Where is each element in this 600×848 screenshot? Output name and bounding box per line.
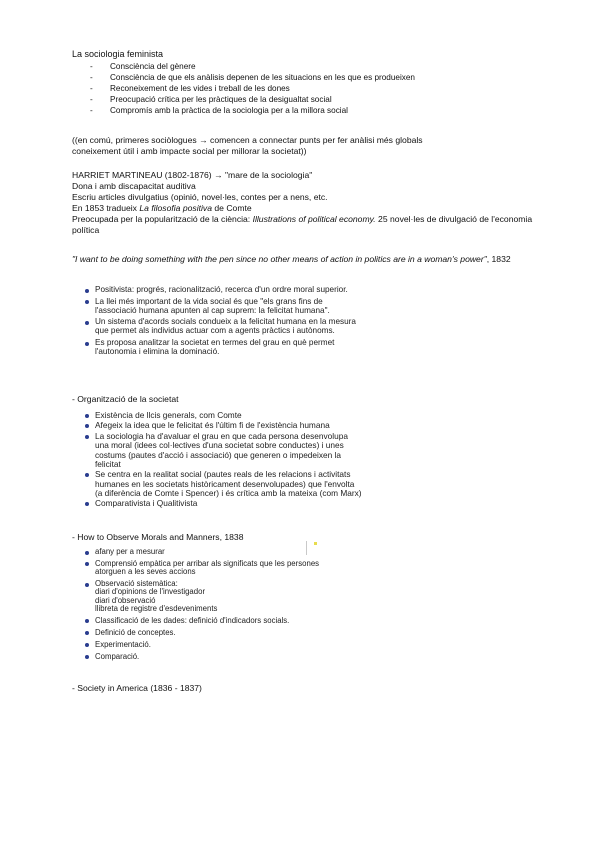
sub-item: diari d'observació bbox=[95, 595, 156, 605]
quote-text: "I want to be doing something with the pen since no other means of action in politics are in a woman's power" bbox=[72, 254, 487, 264]
list-item: Definició de conceptes. bbox=[82, 629, 347, 637]
quote-year: , 1832 bbox=[486, 254, 511, 264]
concept-item: - Preocupació crítica per les pràctiques de la desigualtat social bbox=[72, 94, 542, 105]
book-title: La filosofia positiva bbox=[139, 203, 212, 213]
concept-item: - Consciència de que els anàlisis depenen de les situacions en les que es produeixen bbox=[72, 72, 542, 83]
list-item: Se centra en la realitat social (pautes reals de les relacions i activitats humanes en les societats històricament desenvolupades) que l'envolta (a diferència de Comte i Spencer) i és crítica amb la mateixa (com Marx) bbox=[82, 470, 362, 498]
bio-text: de Comte bbox=[212, 203, 252, 213]
martineau-heading: HARRIET MARTINEAU (1802-1876) → "mare de la sociologia" bbox=[72, 170, 313, 180]
note-line: coneixement útil i amb impacte social per millorar la societat)) bbox=[72, 146, 307, 156]
note-line: ((en comú, primeres sociòlogues → comencen a connectar punts per fer anàlisi més globals bbox=[72, 135, 423, 145]
list-item: Comparativista i Qualitivista bbox=[82, 499, 362, 508]
bio-line: Dona i amb discapacitat auditiva bbox=[72, 181, 196, 191]
bio-text: En 1853 tradueix bbox=[72, 203, 140, 213]
list-item: Classificació de les dades: definició d'indicadors socials. bbox=[82, 617, 347, 625]
organitzacio-list bbox=[82, 411, 362, 510]
list-item: Comparació. bbox=[82, 653, 347, 661]
bio-line bbox=[72, 214, 542, 236]
how-to-observe-list bbox=[82, 548, 347, 664]
list-item-text: Observació sistemàtica: bbox=[95, 579, 178, 589]
concept-item: - Reconeixement de les vides i treball de les dones bbox=[72, 83, 542, 94]
list-item: Comprensió empàtica per arribar als significats que les persones atorguen a les seves accions bbox=[82, 560, 347, 577]
list-item: Positivista: progrés, racionalització, recerca d'un ordre moral superior. bbox=[82, 286, 357, 295]
list-item: Un sistema d'acords socials condueix a la felicitat humana en la mesura que permet als individus actuar com a agents pràctics i autònoms. bbox=[82, 318, 357, 336]
bio-text: 25 novel·les de divulgació de l'economia política bbox=[72, 214, 533, 235]
sub-item: llibreta de registre d'esdeveniments bbox=[95, 603, 218, 613]
concept-item: - Compromís amb la pràctica de la sociologia per a la millora social bbox=[72, 105, 542, 116]
list-item: Es proposa analitzar la societat en termes del grau en què permet l'autonomia i elimina la dominació. bbox=[82, 339, 357, 357]
bio-line bbox=[72, 203, 542, 214]
concepts-list bbox=[72, 61, 542, 116]
page-title: La sociologia feminista bbox=[72, 49, 164, 59]
list-item: Afegeix la idea que le felicitat és l'últim fi de l'existència humana bbox=[82, 421, 362, 430]
list-item: La sociologia ha d'avaluar el grau en que cada persona desenvolupa una moral (idees col·lectives d'una societat sobre conductes) i unes costums (pautes d'acció i associació) que generen o impedeixen la felicitat bbox=[82, 432, 362, 469]
concept-item: - Consciència del gènere bbox=[72, 61, 542, 72]
list-item: afany per a mesurar bbox=[82, 548, 347, 556]
bio-text: Preocupada per la popularització de la ciència: bbox=[72, 214, 253, 224]
section-heading-society-in-america: - Society in America (1836 - 1837) bbox=[72, 683, 202, 693]
list-item: La llei més important de la vida social és que "els grans fins de l'associació humana apunten al cap suprem: la felicitat humana". bbox=[82, 298, 357, 316]
book-title: Illustrations of political economy. bbox=[252, 214, 376, 224]
note-paragraph bbox=[72, 135, 542, 157]
martineau-bio bbox=[72, 170, 542, 236]
list-item bbox=[82, 580, 347, 613]
section-heading-how-to-observe: - How to Observe Morals and Manners, 1838 bbox=[72, 532, 244, 542]
list-item: Existència de llcis generals, com Comte bbox=[82, 411, 362, 420]
sub-item: diari d'opinions de l'investigador bbox=[95, 587, 206, 597]
points-list bbox=[82, 286, 357, 360]
section-heading-organitzacio: - Organització de la societat bbox=[72, 394, 179, 404]
quote bbox=[72, 254, 542, 265]
bio-line: Escriu articles divulgatius (opinió, novel·les, contes per a nens, etc. bbox=[72, 192, 328, 202]
list-item: Experimentació. bbox=[82, 641, 347, 649]
